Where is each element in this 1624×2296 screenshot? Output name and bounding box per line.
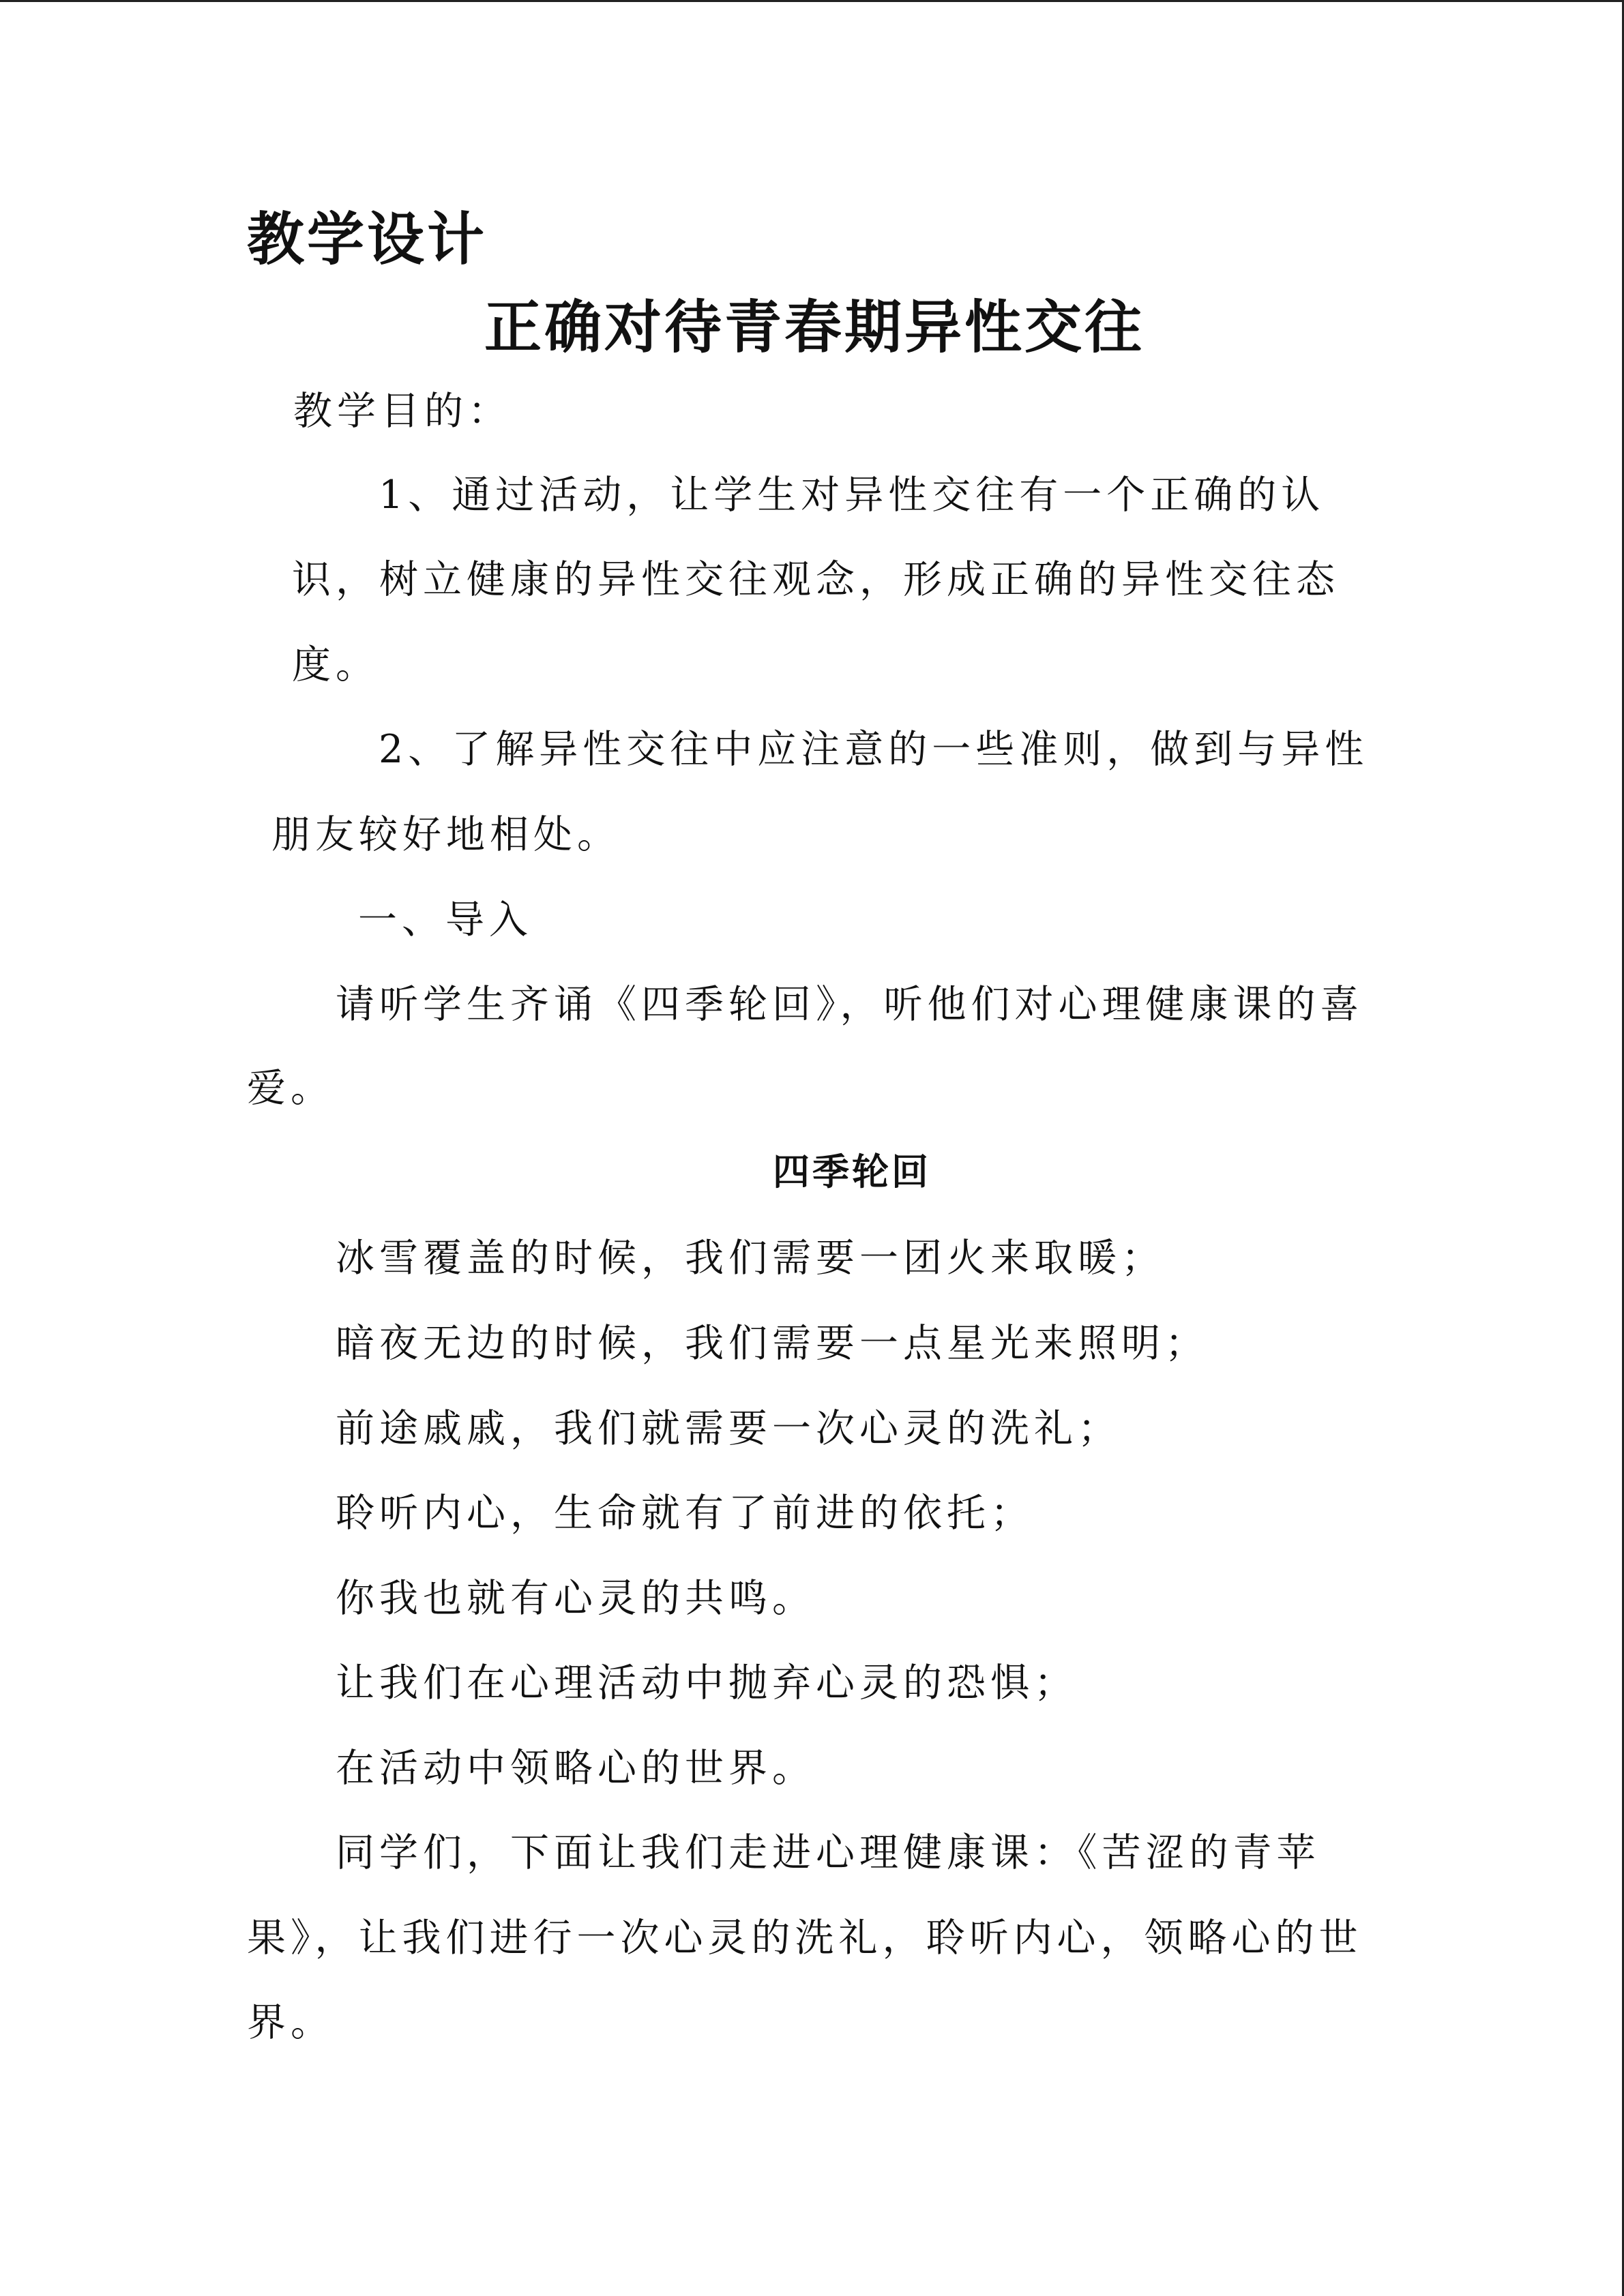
objectives-heading: 教学目的： [293, 389, 512, 434]
closing-line-1: 同学们，下面让我们走进心理健康课：《苦涩的青苹 [336, 1830, 1320, 1875]
objective-2-line-1: 2、了解异性交往中应注意的一些准则，做到与异性 [379, 727, 1369, 772]
doc-type-label: 教学设计 [247, 206, 488, 273]
poem-line: 你我也就有心灵的共鸣。 [336, 1576, 816, 1621]
page-title: 正确对待青春期异性交往 [484, 294, 1145, 361]
closing-line-3: 界。 [247, 2000, 334, 2045]
poem-title: 四季轮回 [773, 1150, 931, 1193]
intro-line-1: 请听学生齐诵《四季轮回》，听他们对心理健康课的喜 [336, 982, 1364, 1027]
section-intro-heading: 一、导入 [358, 897, 533, 942]
poem-line: 前途戚戚，我们就需要一次心灵的洗礼； [336, 1406, 1121, 1451]
poem-line: 冰雪覆盖的时候，我们需要一团火来取暖； [336, 1236, 1165, 1281]
closing-line-2: 果》，让我们进行一次心灵的洗礼，聆听内心，领略心的世 [247, 1915, 1363, 1960]
objective-1-line-3: 度。 [292, 642, 379, 687]
objective-1-line-1: 1、通过活动，让学生对异性交往有一个正确的认 [379, 473, 1325, 518]
poem-line: 暗夜无边的时候，我们需要一点星光来照明； [336, 1321, 1209, 1366]
poem-line: 让我们在心理活动中抛弃心灵的恐惧； [336, 1660, 1078, 1705]
intro-line-2: 爱。 [247, 1066, 334, 1111]
objective-1-line-2: 识，树立健康的异性交往观念，形成正确的异性交往态 [292, 557, 1340, 602]
page-border-top [0, 0, 1624, 2]
objective-2-line-2: 朋友较好地相处。 [271, 812, 621, 857]
poem-line: 聆听内心，生命就有了前进的依托； [336, 1491, 1034, 1536]
poem-line: 在活动中领略心的世界。 [336, 1746, 816, 1791]
